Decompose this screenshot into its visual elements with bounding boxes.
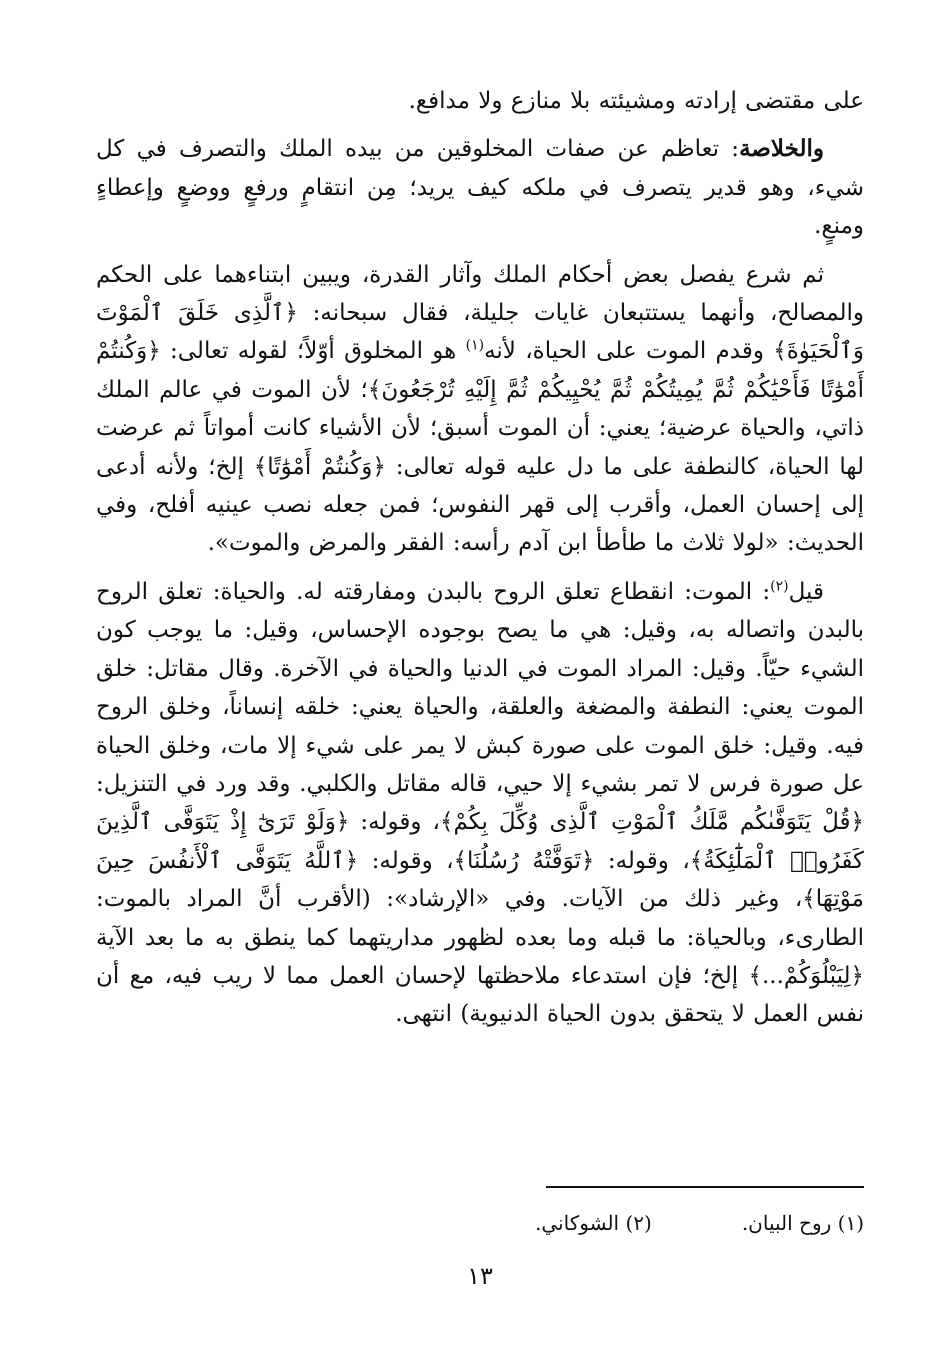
footnotes	[96, 1208, 864, 1238]
paragraph-text: هو المخلوق أوّلاً؛ لقوله تعالى: ﴿وَكُنتُمْ أَمْوَٰتًا فَأَحْيَٰكُمْ ثُمَّ يُمِيتُكُمْ ثُمَّ يُحْيِيكُمْ ثُمَّ إِلَيْهِ تُرْجَعُونَ﴾؛ لأن الموت في عالم الملك ذاتي، والحياة عرضية؛ يعني: أن الموت أسبق؛ لأن الأشياء كانت أمواتاً ثم عرضت لها الحياة، كالنطفة على ما دل عليه قوله تعالى: ﴿وَكُنتُمْ أَمْوَٰتًا﴾ إلخ؛ ولأنه أدعى إلى إحسان العمل، وأقرب إلى قهر النفوس؛ فمن جعله نصب عينيه أفلح، وفي الحديث: «لولا ثلاث ما طأطأ ابن آدم رأسه: الفقر والمرض والموت».	[96, 338, 864, 557]
document-page	[96, 82, 864, 1342]
paragraph-death-life	[96, 256, 864, 563]
paragraph-text: ثم شرع يفصل بعض أحكام الملك وآثار القدرة، ويبين ابتناءهما على الحكم والمصالح، وأنهما يستتبعان غايات جليلة، فقال سبحانه: ﴿ٱلَّذِى خَلَقَ ٱلْمَوْتَ وَٱلْحَيَوٰةَ﴾ وقدم الموت على الحياة، لأنه	[96, 261, 865, 365]
paragraph-continuation	[96, 82, 864, 120]
paragraph-text: قيل	[788, 578, 824, 605]
summary-label: والخلاصة	[739, 135, 824, 163]
footnote-ref-2[interactable]: (٢)	[770, 578, 789, 595]
footnote-divider	[546, 1186, 864, 1188]
footnote-ref-1[interactable]: (١)	[465, 337, 485, 354]
page-number: ١٣	[467, 1262, 493, 1290]
paragraph-text: : الموت: انقطاع تعلق الروح بالبدن ومفارقته له. والحياة: تعلق الروح بالبدن واتصاله به، وقيل: هي ما يصح بوجوده الإحساس، وقيل: ما يوجب كون الشيء حيّاً. وقيل: المراد الموت في الدنيا والحياة في الآخرة. وقال مقاتل: خلق الموت يعني: النطفة والمضغة والعلقة، والحياة يعني: خلقه إنساناً، وخلق الروح فيه. وقيل: خلق الموت على صورة كبش لا يمر على شيء إلا مات، وخلق الحياة عل صورة فرس لا تمر بشيء إلا حيي، قاله مقاتل والكلبي. وقد ورد في التنزيل: ﴿قُلْ يَتَوَفَّىٰكُم مَّلَكُ ٱلْمَوْتِ ٱلَّذِى وُكِّلَ بِكُمْ﴾، وقوله: ﴿وَلَوْ تَرَىٰٓ إِذْ يَتَوَفَّى ٱلَّذِينَ كَفَرُوا۟ ٱلْمَلَٰٓئِكَةُ﴾، وقوله: ﴿تَوَفَّتْهُ رُسُلُنَا﴾، وقوله: ﴿ٱللَّهُ يَتَوَفَّى ٱلْأَنفُسَ حِينَ مَوْتِهَا﴾، وغير ذلك من الآيات. وفي «الإرشاد»: (الأقرب أنَّ المراد بالموت: الطارىء، وبالحياة: ما قبله وما بعده لظهور مداريتهما كما ينطق به ما بعد الآية ﴿لِيَبْلُوَكُمْ...﴾ إلخ؛ فإن استدعاء ملاحظتها لإحسان العمل مما لا ريب فيه، مع أن نفس العمل لا يتحقق بدون الحياة الدنيوية) انتهى.	[96, 578, 864, 1028]
footnote-2: (٢) الشوكاني.	[535, 1211, 652, 1235]
paragraph-text: : تعاظم عن صفات المخلوقين من بيده الملك والتصرف في كل شيء، وهو قدير يتصرف في ملكه كيف يريد؛ مِن انتقامٍ ورفعٍ ووضعٍ وإعطاءٍ ومنعٍ.	[96, 136, 864, 240]
paragraph-definitions	[96, 573, 864, 1034]
paragraph-text: على مقتضى إرادته ومشيئته بلا منازع ولا مدافع.	[408, 88, 864, 114]
paragraph-summary	[96, 130, 864, 245]
footnote-1: (١) روح البيان.	[741, 1211, 864, 1235]
